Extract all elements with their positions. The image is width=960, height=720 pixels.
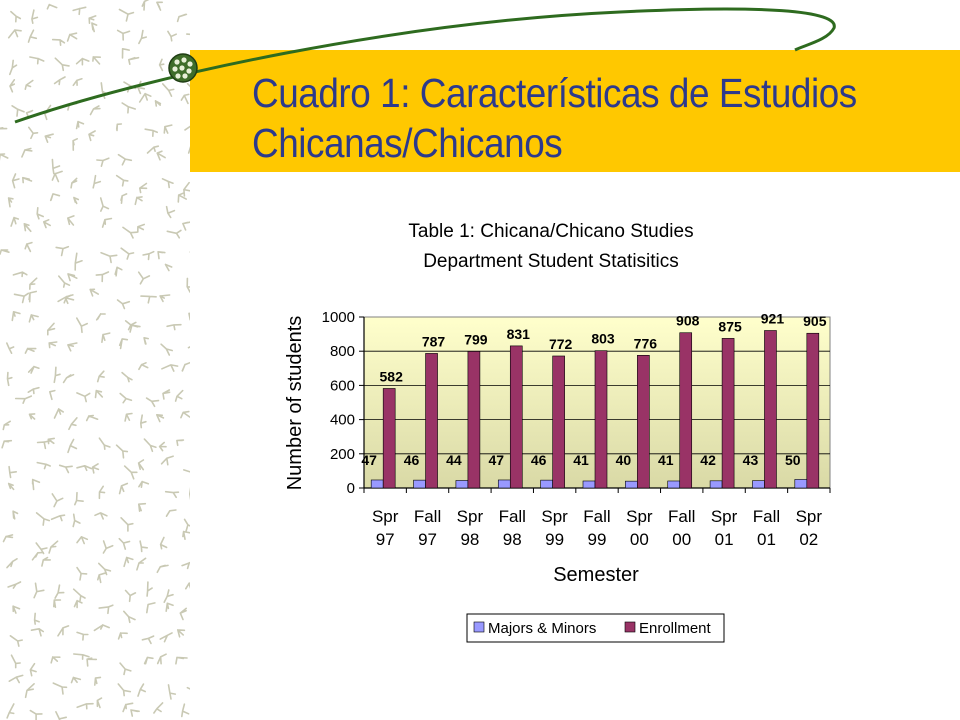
slide-title-line-2: Chicanas/Chicanos (252, 120, 563, 166)
x-tick-label: Spr (795, 507, 823, 526)
legend-swatch (625, 622, 635, 632)
x-tick-label: 00 (672, 530, 692, 549)
data-label: 776 (633, 335, 658, 352)
x-tick-label: 99 (587, 530, 607, 549)
data-label: 46 (403, 452, 420, 468)
data-label: 905 (803, 313, 827, 330)
data-label: 46 (530, 452, 547, 468)
x-tick-label: Fall (498, 507, 526, 526)
x-tick-label: 98 (502, 530, 522, 549)
data-label: 44 (446, 452, 462, 468)
bar-majors-minors (625, 481, 637, 488)
data-label: 40 (615, 452, 632, 468)
x-tick-label: Spr (456, 507, 484, 526)
bar-enrollment (553, 356, 565, 488)
data-label: 908 (676, 312, 700, 329)
bar-majors-minors (498, 480, 510, 488)
data-label: 772 (548, 335, 573, 352)
x-tick-label: Fall (668, 507, 696, 526)
x-tick-label: 98 (460, 530, 480, 549)
legend (467, 614, 724, 642)
bar-enrollment (680, 333, 692, 488)
chart-title: Table 1: Chicana/Chicano Studies (408, 221, 694, 242)
data-label: 799 (464, 331, 488, 348)
data-label: 582 (379, 368, 403, 385)
bar-enrollment (807, 333, 819, 488)
bar-majors-minors (583, 481, 595, 488)
y-tick-label: 1000 (321, 309, 355, 326)
bar-majors-minors (668, 481, 680, 488)
data-label: 875 (718, 318, 742, 335)
bar-enrollment (468, 351, 480, 488)
y-tick-label: 0 (346, 480, 355, 497)
data-label: 831 (506, 325, 530, 342)
bar-majors-minors (795, 479, 807, 488)
bar-majors-minors (371, 480, 383, 488)
data-label: 41 (657, 452, 674, 468)
data-label: 921 (760, 310, 785, 327)
bar-majors-minors (541, 480, 553, 488)
data-label: 47 (488, 452, 505, 468)
y-tick-label: 200 (329, 445, 355, 463)
x-tick-label: Spr (710, 507, 738, 526)
x-tick-label: Spr (626, 507, 653, 526)
bar-enrollment (595, 351, 607, 488)
legend-label: Majors & Minors (488, 620, 597, 637)
legend-swatch (474, 622, 484, 632)
y-axis-label: Number of students (284, 315, 306, 491)
x-tick-label: 01 (756, 530, 776, 549)
data-label: 42 (700, 452, 716, 468)
legend-label: Enrollment (639, 620, 711, 637)
x-tick-label: Spr (541, 507, 568, 526)
x-tick-label: 97 (418, 530, 438, 549)
bar-enrollment (426, 353, 438, 488)
x-tick-label: Spr (371, 507, 399, 526)
chart-subtitle: Department Student Statisitics (423, 251, 679, 272)
x-tick-label: 97 (375, 530, 395, 549)
data-label: 43 (742, 452, 759, 468)
bar-majors-minors (414, 480, 426, 488)
bar-majors-minors (752, 481, 764, 488)
bar-enrollment (383, 388, 395, 488)
bar-enrollment (722, 338, 734, 488)
data-label: 803 (591, 330, 615, 347)
data-label: 50 (785, 452, 801, 468)
x-tick-label: 01 (714, 530, 734, 549)
y-tick-label: 400 (329, 411, 355, 429)
x-tick-label: Fall (583, 507, 611, 526)
data-label: 47 (361, 452, 377, 468)
x-tick-label: Fall (413, 507, 442, 526)
bar-enrollment (510, 346, 522, 488)
bar-majors-minors (456, 480, 468, 488)
bar-majors-minors (710, 481, 722, 488)
x-tick-label: Fall (752, 507, 781, 526)
x-tick-label: 02 (799, 530, 819, 549)
bar-enrollment (764, 331, 776, 488)
data-label: 787 (421, 333, 446, 350)
x-axis-label: Semester (553, 564, 639, 586)
y-tick-label: 600 (329, 377, 355, 395)
data-label: 41 (573, 452, 589, 468)
y-tick-label: 800 (329, 343, 355, 361)
slide-title-line-1: Cuadro 1: Características de Estudios (252, 70, 857, 116)
bar-enrollment (637, 355, 649, 488)
x-tick-label: 99 (545, 530, 565, 549)
x-tick-label: 00 (629, 530, 649, 549)
